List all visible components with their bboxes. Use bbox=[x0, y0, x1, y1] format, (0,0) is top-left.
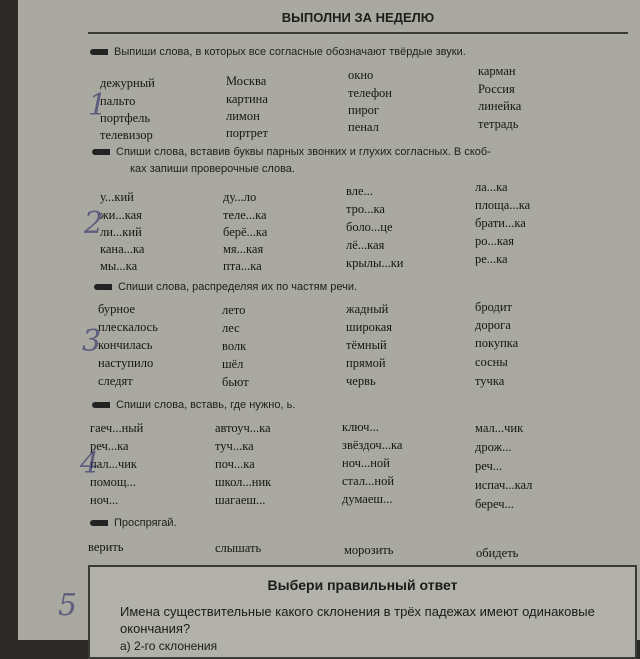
word: тучка bbox=[475, 374, 505, 388]
task5-instruction bbox=[90, 517, 177, 529]
word: испач...кал bbox=[475, 478, 533, 492]
task2-instruction-line2: ках запиши проверочные слова. bbox=[130, 163, 295, 175]
word: береч... bbox=[475, 497, 514, 511]
word: Москва bbox=[226, 74, 267, 88]
word: червь bbox=[346, 374, 376, 388]
word: ключ... bbox=[342, 420, 379, 434]
word: крылы...ки bbox=[346, 256, 404, 270]
word: кончилась bbox=[98, 338, 153, 352]
task4-instruction bbox=[92, 399, 295, 411]
word: прямой bbox=[346, 356, 386, 370]
word: лимон bbox=[226, 109, 260, 123]
word: лё...кая bbox=[346, 238, 385, 252]
task1-instruction bbox=[90, 46, 466, 58]
task4-instruction-text: Спиши слова, вставь, где нужно, ь. bbox=[116, 399, 296, 411]
task3-instruction-text: Спиши слова, распределяя их по частям речи. bbox=[118, 281, 358, 293]
word: шёл bbox=[222, 357, 244, 371]
word: мя...кая bbox=[223, 242, 264, 256]
answer-box bbox=[88, 565, 637, 659]
word: гаеч...ный bbox=[90, 421, 144, 435]
word: пирог bbox=[348, 103, 380, 117]
word: жи...кая bbox=[100, 208, 142, 222]
word: думаеш... bbox=[342, 492, 393, 506]
task1-instruction-text: Выпиши слова, в которых все согласные обозначают твёрдые звуки. bbox=[114, 46, 466, 58]
pencil-icon bbox=[90, 520, 108, 526]
word: слышать bbox=[215, 541, 262, 555]
handwritten-number: 1 bbox=[88, 88, 108, 123]
word: ли...кий bbox=[100, 225, 142, 239]
word: боло...це bbox=[346, 220, 393, 234]
answer-box-question: Имена существительные какого склонения в трёх падежах имеют одинаковые окончания? bbox=[120, 604, 595, 636]
answer-box-title: Выбери правильный ответ bbox=[267, 577, 458, 593]
word: пенал bbox=[348, 120, 379, 134]
word: реч... bbox=[475, 459, 503, 473]
word: бурное bbox=[98, 302, 136, 316]
word: кана...ка bbox=[100, 242, 145, 256]
word: мал...чик bbox=[475, 421, 524, 435]
task2-instruction bbox=[92, 146, 491, 158]
word: туч...ка bbox=[215, 439, 254, 453]
pencil-icon bbox=[90, 49, 108, 55]
word: брати...ка bbox=[475, 216, 526, 230]
word: телефон bbox=[348, 86, 392, 100]
word: дрож... bbox=[475, 440, 512, 454]
word: дорога bbox=[475, 318, 511, 332]
word: бродит bbox=[475, 300, 513, 314]
word: морозить bbox=[344, 543, 394, 557]
word: наступило bbox=[98, 356, 154, 370]
word: помощ... bbox=[90, 475, 136, 489]
word: вле... bbox=[346, 184, 373, 198]
pencil-icon bbox=[94, 284, 112, 290]
word: плескалось bbox=[98, 320, 158, 334]
page-header: ВЫПОЛНИ ЗА НЕДЕЛЮ bbox=[88, 10, 628, 34]
word: верить bbox=[88, 540, 124, 554]
word: ро...кая bbox=[475, 234, 515, 248]
word: следят bbox=[98, 374, 133, 388]
word: Россия bbox=[478, 82, 515, 96]
word: дежурный bbox=[100, 76, 155, 90]
word: лето bbox=[222, 303, 246, 317]
word: лес bbox=[222, 321, 240, 335]
handwritten-number: 3 bbox=[82, 324, 102, 359]
word: волк bbox=[222, 339, 247, 353]
word: ноч... bbox=[90, 493, 119, 507]
word: ду...ло bbox=[223, 190, 257, 204]
pencil-icon bbox=[92, 149, 110, 155]
answer-option-a: а) 2-го склонения bbox=[120, 639, 218, 653]
word: портфель bbox=[100, 111, 151, 125]
task2-instruction-line1: Спиши слова, вставив буквы парных звонких и глухих согласных. В скоб- bbox=[116, 146, 491, 158]
pencil-icon bbox=[92, 402, 110, 408]
word: ла...ка bbox=[475, 180, 508, 194]
word: шагаеш... bbox=[215, 493, 266, 507]
word: тёмный bbox=[346, 338, 387, 352]
word: у...кий bbox=[100, 190, 134, 204]
word: звёздоч...ка bbox=[342, 438, 403, 452]
word: обидеть bbox=[476, 546, 519, 560]
word: жадный bbox=[346, 302, 389, 316]
word: школ...ник bbox=[215, 475, 272, 489]
word: картина bbox=[226, 92, 268, 106]
word: окно bbox=[348, 68, 374, 82]
handwritten-number: 5 bbox=[58, 588, 78, 623]
word: бьют bbox=[222, 375, 249, 389]
word: карман bbox=[478, 64, 516, 78]
word: ноч...ной bbox=[342, 456, 390, 470]
handwritten-number: 2 bbox=[84, 206, 104, 241]
word: мы...ка bbox=[100, 259, 138, 273]
word: берё...ка bbox=[223, 225, 268, 239]
word: реч...ка bbox=[90, 439, 129, 453]
word: автоуч...ка bbox=[215, 421, 271, 435]
workbook-page bbox=[18, 0, 640, 653]
word: тро...ка bbox=[346, 202, 385, 216]
word: покупка bbox=[475, 336, 519, 350]
word: тетрадь bbox=[478, 117, 519, 131]
word: пал...чик bbox=[90, 457, 138, 471]
word: портрет bbox=[226, 126, 268, 140]
word: площа...ка bbox=[475, 198, 531, 212]
word: стал...ной bbox=[342, 474, 395, 488]
word: поч...ка bbox=[215, 457, 255, 471]
word: широкая bbox=[346, 320, 392, 334]
word: сосны bbox=[475, 355, 508, 369]
word: теле...ка bbox=[223, 208, 267, 222]
word: пта...ка bbox=[223, 259, 262, 273]
task3-instruction bbox=[94, 281, 357, 293]
word: ре...ка bbox=[475, 252, 508, 266]
handwritten-number: 4 bbox=[80, 446, 100, 481]
task5-instruction-text: Проспрягай. bbox=[114, 517, 177, 529]
word: линейка bbox=[478, 99, 522, 113]
word: телевизор bbox=[100, 128, 153, 142]
word: пальто bbox=[100, 94, 136, 108]
